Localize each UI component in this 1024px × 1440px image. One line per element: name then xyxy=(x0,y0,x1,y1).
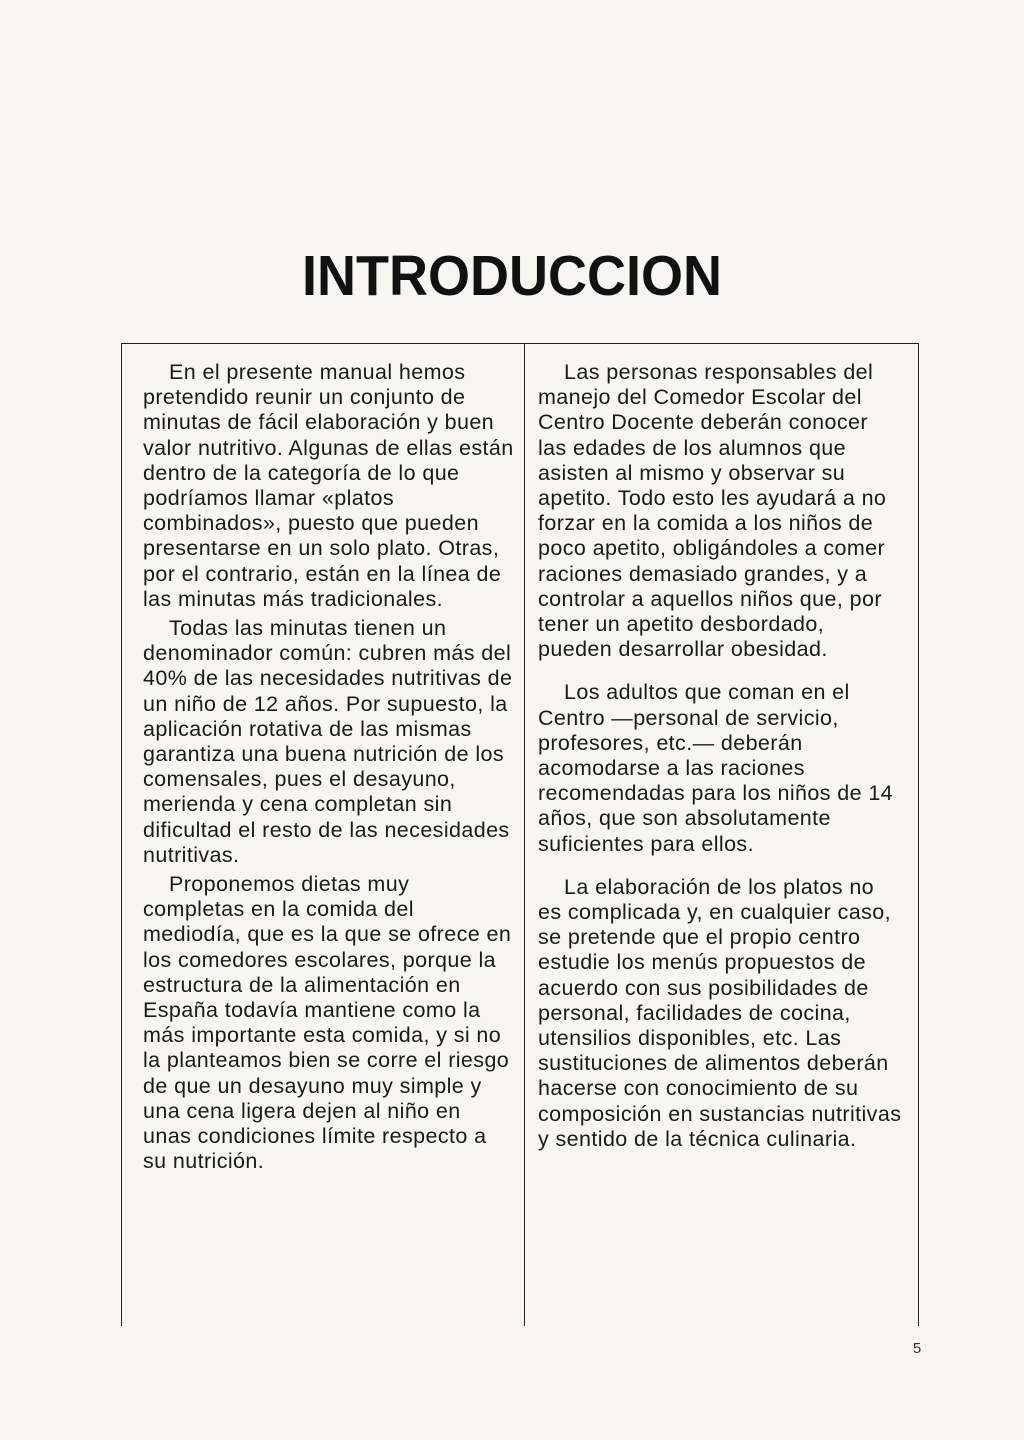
right-column xyxy=(538,360,902,1152)
right-paragraph-1: Las personas responsables del manejo del Comedor Escolar del Centro Docente deberán conocer las edades de los alumnos que asisten al mismo y observar su apetito. Todo esto les ayudará a no forzar en la comida a los niños de poco apetito, obligándoles a comer raciones demasiado grandes, y a controlar a aquellos niños que, por tener un apetito desbordado, pueden desarrollar obesidad. xyxy=(538,360,887,662)
frame-left-rule xyxy=(121,343,122,1326)
left-paragraph-3: Proponemos dietas muy completas en la comida del mediodía, que es la que se ofrece en los comedores escolares, porque la estructura de la alimentación en España todavía mantiene como la más importante esta comida, y si no la planteamos bien se corre el riesgo de que un desayuno muy simple y una cena ligera dejen al niño en unas condiciones límite respecto a su nutrición. xyxy=(143,872,512,1174)
page-title: INTRODUCCION xyxy=(302,244,722,308)
right-paragraph-3: La elaboración de los platos no es complicada y, en cualquier caso, se pretende que el propio centro estudie los menús propuestos de acuerdo con sus posibilidades de personal, facilidades de cocina, utensilios disponibles, etc. Las sustituciones de alimentos deberán hacerse con conocimiento de su composición en sustancias nutritivas y sentido de la técnica culinaria. xyxy=(538,874,902,1151)
column-divider-rule xyxy=(524,343,525,1326)
right-paragraph-2: Los adultos que coman en el Centro —personal de servicio, profesores, etc.— deberán acomodarse a las raciones recomendadas para los niños de 14 años, que son absolutamente suficientes para ellos. xyxy=(538,680,894,856)
frame-right-rule xyxy=(918,343,919,1326)
page-number: 5 xyxy=(912,1340,922,1357)
left-paragraph-1: En el presente manual hemos pretendido reunir un conjunto de minutas de fácil elaboración y buen valor nutritivo. Algunas de ellas están dentro de la categoría de lo que podríamos llamar «platos combinados», puesto que pueden presentarse en un solo plato. Otras, por el contrario, están en la línea de las minutas más tradicionales. xyxy=(143,360,514,611)
left-paragraph-2: Todas las minutas tienen un denominador común: cubren más del 40% de las necesidades nutritivas de un niño de 12 años. Por supuesto, la aplicación rotativa de las mismas garantiza una buena nutrición de los comensales, pues el desayuno, merienda y cena completan sin dificultad el resto de las necesidades nutritivas. xyxy=(143,616,513,867)
frame-top-rule xyxy=(121,343,919,344)
left-column xyxy=(143,360,515,1175)
